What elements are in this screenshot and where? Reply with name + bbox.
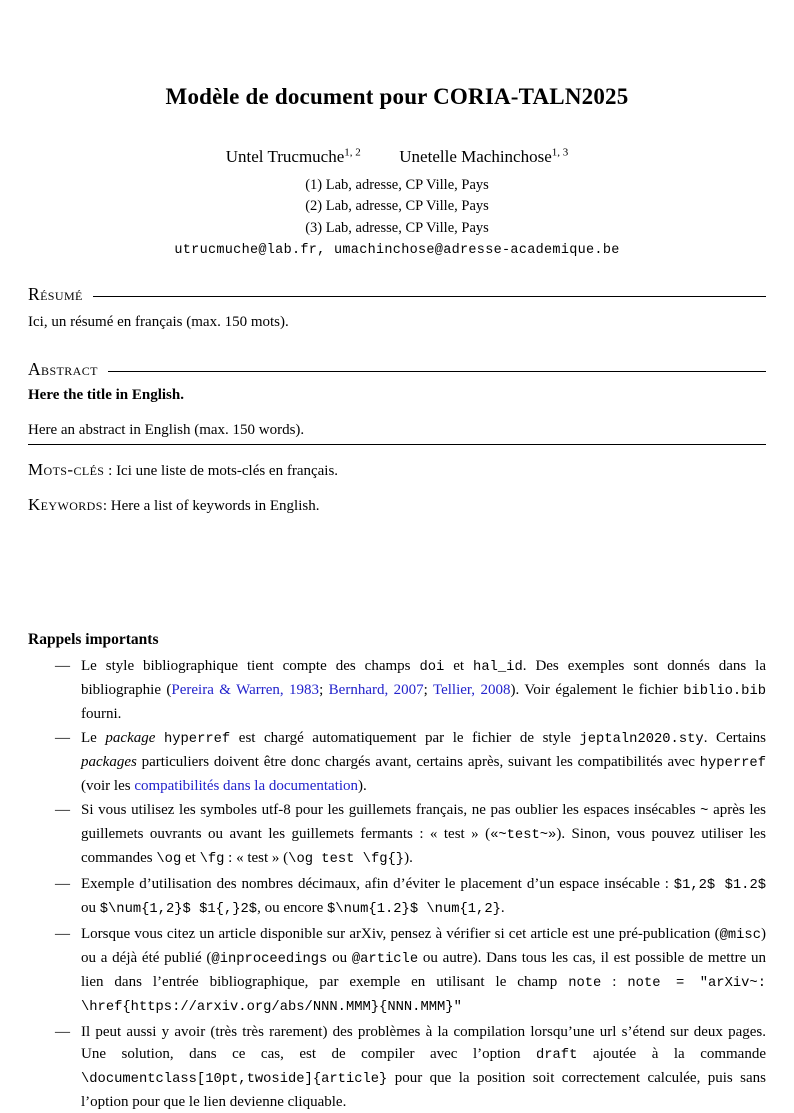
text-run: ). [404,850,413,867]
code-span: hyperref [699,756,766,772]
abstract-text: Here an abstract in English (max. 150 words). [28,419,766,445]
author-1 [226,147,361,166]
item-dash: — [55,876,70,893]
text-run: particuliers doivent être donc chargés avant, certains après, suivant les compatibilités avec [136,754,700,771]
text-run: Le style bibliographique tient compte des champs [81,658,420,675]
rappels-list [28,655,766,1113]
item-dash: — [55,926,70,943]
text-run: est chargé automatiquement par le fichier de style [230,730,580,747]
author-2-name: Unetelle Machinchose [399,146,552,166]
inline-link[interactable]: Tellier, 2008 [432,682,511,699]
code-span: doi [419,660,445,676]
author-2-affil-sup: 1, 3 [551,146,569,158]
keywords-label: Keywords [28,495,103,515]
item-dash: — [55,1024,70,1041]
text-run: : [601,974,628,991]
text-run: . Certains [703,730,766,747]
inline-link[interactable]: Bernhard, 2007 [328,682,424,699]
text-run: package [105,730,156,747]
text-run: Si vous utilisez les symboles utf-8 pour les guillemets français, ne pas oublier les espaces insécables [81,802,701,819]
code-span: biblio.bib [683,684,767,700]
affiliation-line-3: (3) Lab, adresse, CP Ville, Pays [305,219,489,236]
list-item-6 [28,1021,766,1113]
list-item-4 [28,873,766,921]
affiliation-line-1: (1) Lab, adresse, CP Ville, Pays [305,176,489,193]
inline-link[interactable]: Pereira & Warren, 1983 [171,682,320,699]
code-span: \fg [199,852,225,868]
item-dash: — [55,658,70,675]
author-2 [399,147,568,166]
text-run: Exemple d’utilisation des nombres décimaux, afin d’éviter le placement d’un espace insécable : [81,876,674,893]
keywords-separator: : [102,498,111,515]
item-text [81,873,766,921]
mots-cles-separator: : [104,463,117,480]
item-dash: — [55,730,70,747]
abstract-rule [108,371,766,372]
code-span: $\num{1,2}$ $1{,}2$ [99,902,258,918]
item-text [81,727,766,797]
code-span: \og test \fg{} [288,852,405,868]
page-title: Modèle de document pour CORIA-TALN2025 [165,84,629,109]
text-run: après les guillemets ouvrants ou avant les guillemets fermants : « test » ( [81,802,766,843]
text-run: , ou encore [257,900,328,917]
list-item-1 [28,655,766,725]
author-1-name: Untel Trucmuche [225,146,345,166]
text-run: pour que la position soit correctement calculée, puis sans l’option pour que le lien devienne cliquable. [81,1070,766,1111]
item-text [81,655,766,725]
mots-cles-label: Mots-clés [28,460,105,480]
text-run: et [444,658,474,675]
text-run: ajoutée à la commande [577,1046,766,1063]
english-title: Here the title in English. [28,387,184,404]
item-text [81,923,766,1019]
code-span: jeptaln2020.sty [579,732,704,748]
text-run: ). Sinon, vous pouvez utiliser les commandes [81,826,766,867]
text-run: Le [81,730,106,747]
text-run: : « test » ( [224,850,289,867]
code-span: note = "arXiv~: \href{https://arxiv.org/abs/NNN.MMM}{NNN.MMM}" [81,976,766,1016]
resume-section-header [28,284,766,305]
affiliation-line-2: (2) Lab, adresse, CP Ville, Pays [305,198,489,215]
text-run: . [500,900,505,917]
text-run: . Des exemples sont donnés dans la bibliographie ( [81,658,767,699]
author-1-affil-sup: 1, 2 [344,146,361,158]
code-span: @article [351,952,419,968]
list-item-5 [28,923,766,1019]
text-run: ou [81,900,100,917]
text-run: ). Voir également le fichier [510,682,684,699]
text-run: ou [327,950,352,967]
text-run: et [181,850,200,867]
code-span: \documentclass[10pt,twoside]{article} [81,1072,388,1088]
affiliations-block [28,175,766,240]
code-span: «~test~» [490,828,557,844]
code-span: hyperref [163,732,231,748]
item-dash: — [55,802,70,819]
code-span: note [568,976,602,992]
keywords-line [28,495,766,515]
abstract-section-header [28,359,766,380]
keywords-text: Here a list of keywords in English. [110,498,320,515]
text-run: packages [81,754,137,771]
code-span: draft [535,1048,578,1064]
code-span: \og [156,852,182,868]
abstract-label: Abstract [28,359,98,380]
inline-link[interactable]: compatibilités dans la documentation [134,778,359,795]
text-run: ; [423,682,433,699]
section-heading: Rappels importants [28,631,159,649]
text-run [155,730,164,746]
mots-cles-line [28,460,766,480]
code-span: @misc [719,928,761,944]
text-run: ou autre). Dans tous les cas, il est possible de mettre un lien dans l’entrée bibliographique, par exemple en utilisant le champ [81,950,767,991]
list-item-3 [28,799,766,871]
text-run: ) ou a déjà été publié ( [81,926,766,967]
list-item-2 [28,727,766,797]
text-run: ; [319,682,329,699]
code-span: ~ [700,804,709,820]
item-text [81,799,766,871]
text-run: Lorsque vous citez un article disponible sur arXiv, pensez à vérifier si cet article est une pré-publication ( [81,926,720,943]
text-run: Il peut aussi y avoir (très très rarement) des problèmes à la compilation lorsqu’une url s’étend sur deux pages. Une solution, dans ce cas, est de compiler avec l’option [81,1024,766,1063]
resume-label: Résumé [28,284,83,305]
resume-text: Ici, un résumé en français (max. 150 mots). [28,314,289,331]
authors-line [28,146,766,167]
code-span: $1,2$ $1.2$ [673,878,766,894]
code-span: hal_id [473,660,523,676]
mots-cles-text: Ici une liste de mots-clés en français. [116,463,339,480]
item-text [81,1021,766,1113]
text-run: (voir les [81,778,135,795]
resume-rule [93,296,766,297]
code-span: @inproceedings [211,952,328,968]
text-run: ). [358,778,367,795]
text-run: fourni. [81,706,122,723]
code-span: $\num{1.2}$ \num{1,2} [327,902,501,918]
author-emails: utrucmuche@lab.fr, umachinchose@adresse-academique.be [174,243,620,259]
